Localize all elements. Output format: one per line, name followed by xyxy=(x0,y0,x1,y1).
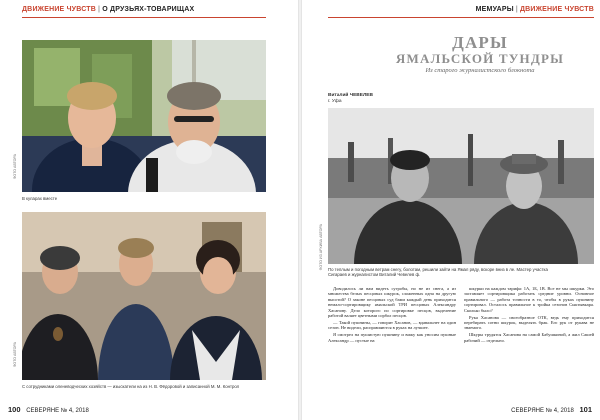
right-folio xyxy=(511,405,592,414)
journal-name: СЕВЕРЯНЕ № 4, 2018 xyxy=(511,408,574,414)
photo1-caption: В куларах вместе xyxy=(22,196,58,201)
journal-name: СЕВЕРЯНЕ № 4, 2018 xyxy=(26,408,89,414)
photo-two-men-image xyxy=(22,40,266,192)
article-subtitle: Из старого журналистского блокнота xyxy=(425,67,535,75)
photo-archive xyxy=(328,108,594,264)
body-paragraph: Рука Хасанова — своеобразное ОТК, ведь ему приходится перебирать сотни шкурок, выделять брак. Его рук от рукава не знаемого. xyxy=(464,314,594,331)
running-header xyxy=(22,6,194,13)
photo-archive-image xyxy=(328,108,594,264)
body-paragraph: — Такой пушнины, — говорит Хасанов, — вдавальнет на один сезон. Не видели, расправляются в руках на лучшее. xyxy=(328,319,456,331)
article-body-column-2 xyxy=(464,286,594,345)
page-number: 100 xyxy=(8,405,21,414)
subsection-label: ДВИЖЕНИЕ ЧУВСТВ xyxy=(519,6,594,13)
photo-archive-credit: ФОТО ИЗ АРХИВА АВТОРА xyxy=(319,224,323,271)
body-paragraph: Шкуры трудятся Хасанова на самой Бабушкиной, а жил Сашей рабочий — отдельно. xyxy=(464,332,594,343)
header-rule xyxy=(328,17,594,18)
article-title-line2: ЯМАЛЬСКОЙ ТУНДРЫ xyxy=(395,50,565,66)
page-number: 101 xyxy=(579,405,592,414)
photo2-credit: ФОТО АВТОРА xyxy=(13,342,17,368)
left-folio xyxy=(8,405,89,414)
photo-two-men xyxy=(22,40,266,192)
right-page xyxy=(302,0,600,420)
body-paragraph: Доводилось ли вам видеть сугробы, но не из снега, а из множества белых песцовых шкурок, сложенных одна на другую высотой? О законе песцовых суд бами каждый день приходится немало-сортировщику ямальской ТРИ песцовых Александру Хасанову. Дело которого по сортировке песцов, выделение работой валяет цветными сорбол песцов. xyxy=(328,286,456,319)
section-label: МЕМУАРЫ xyxy=(475,6,514,13)
left-page xyxy=(0,0,298,420)
article-title-line1: ДАРЫ xyxy=(452,33,508,52)
body-paragraph: Я смотрел на пушистую пушнину и вижу как уносим пушные Александр — пустые на xyxy=(328,332,456,343)
header-rule xyxy=(22,17,266,18)
photo2-caption: С сотрудниками оленеводческих хозяйств — изыскатели на из Н. В. Фёдоровой и записанной М. М. Контрол xyxy=(22,384,240,389)
header-divider: | xyxy=(515,6,518,13)
photo-group xyxy=(22,212,266,380)
section-label: ДВИЖЕНИЕ ЧУВСТВ xyxy=(22,6,97,13)
header-divider: | xyxy=(98,6,101,13)
author-location: г. Уфа xyxy=(328,99,342,104)
body-paragraph: шкурки на каждом тарифа: 1А, 1Б, 1В. Все не мы шкурки. Это заставляет сортировщика работать средние уровни. Основное правильного — работа точности в то, чтобы в руках пушнину сортировал. Осталось правильное к тройка сезонов Сыктывкара. Сколько было? xyxy=(464,286,594,313)
article-title-block xyxy=(362,34,598,74)
author-name: Виталий ЧЕВЕЛЕВ xyxy=(328,93,373,98)
photo-archive-caption: По теплым и погодным ветрам снегу, болотам, решили зайти на Ямал ряду, вскоре вниз в ле. Мастер участка Сигараев и журналистом Виталий Чевелев ф. xyxy=(328,267,548,278)
article-body-column-1 xyxy=(328,286,456,345)
running-header xyxy=(476,6,594,13)
photo1-credit: ФОТО АВТОРА xyxy=(13,154,17,180)
byline xyxy=(328,93,373,105)
photo-group-image xyxy=(22,212,266,380)
subsection-label: О ДРУЗЬЯХ-ТОВАРИЩАХ xyxy=(102,6,195,13)
